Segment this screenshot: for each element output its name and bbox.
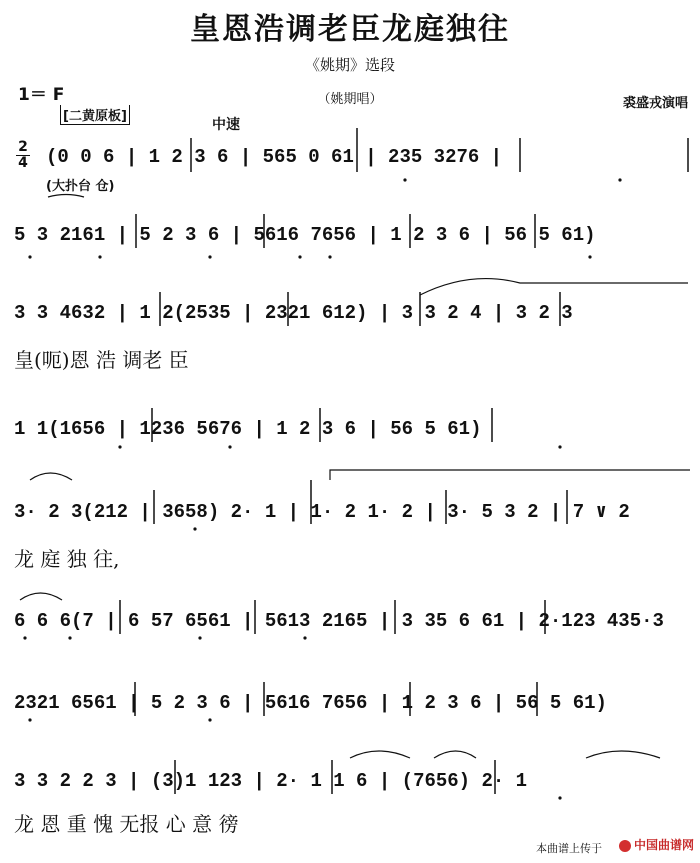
tempo-label: 中速 bbox=[212, 117, 240, 133]
time-signature-top: 2 bbox=[18, 139, 28, 155]
key-signature: 1＝ F bbox=[18, 85, 65, 105]
subtitle: 《姚期》选段 bbox=[304, 56, 395, 74]
banqiang-label: [二黄原板] bbox=[60, 105, 130, 125]
lyrics-line-3: 龙 恩 重 愧 无报 心 意 徬 bbox=[14, 812, 239, 836]
footer-upload-text: 本曲谱上传于 bbox=[536, 842, 602, 855]
lyrics-line-2: 龙 庭 独 往, bbox=[14, 547, 120, 571]
score-row-1: (0 0 6 | 1 2 3 6 | 565 0 61 | 235 3276 | bbox=[46, 146, 503, 168]
page-title: 皇恩浩调老臣龙庭独往 bbox=[190, 12, 510, 47]
score-row-3: 3 3 4632 | 1 2(2535 | 2321 612) | 3 3 2 4 | 3 2 3 bbox=[14, 302, 573, 324]
lyrics-line-1: 皇(呃)恩 浩 调老 臣 bbox=[14, 348, 189, 372]
score-row-7: 2321 6561 | 5 2 3 6 | 5616 7656 | 1 2 3 6 | 56 5 61) bbox=[14, 692, 607, 714]
score-row-2: 5 3 2161 | 5 2 3 6 | 5616 7656 | 1 2 3 6 | 56 5 61) bbox=[14, 224, 596, 246]
site-logo[interactable] bbox=[619, 836, 694, 853]
gongche-label: (大扑台 仓) bbox=[46, 179, 115, 194]
site-name: 中国曲谱网 bbox=[633, 838, 694, 852]
score-row-8: 3 3 2 2 3 | (3)1 123 | 2· 1 1 6 | (7656) 2· 1 bbox=[14, 770, 528, 792]
performer-credit: 裘盛戎演唱 bbox=[622, 96, 688, 111]
score-row-6: 6 6 6(7 | 6 57 6561 | 5613 2165 | 3 35 6 61 | 2·123 435·3 bbox=[14, 610, 664, 632]
score-row-4: 1 1(1656 | 1236 5676 | 1 2 3 6 | 56 5 61) bbox=[14, 418, 482, 440]
logo-ball-icon bbox=[619, 840, 631, 852]
singer-note: （姚期唱） bbox=[317, 92, 383, 107]
time-signature-bottom: 4 bbox=[18, 155, 28, 171]
score-row-5: 3· 2 3(212 | 3658) 2· 1 | 1· 2 1· 2 | 3· 5 3 2 | 7 ∨ 2 bbox=[14, 501, 630, 523]
